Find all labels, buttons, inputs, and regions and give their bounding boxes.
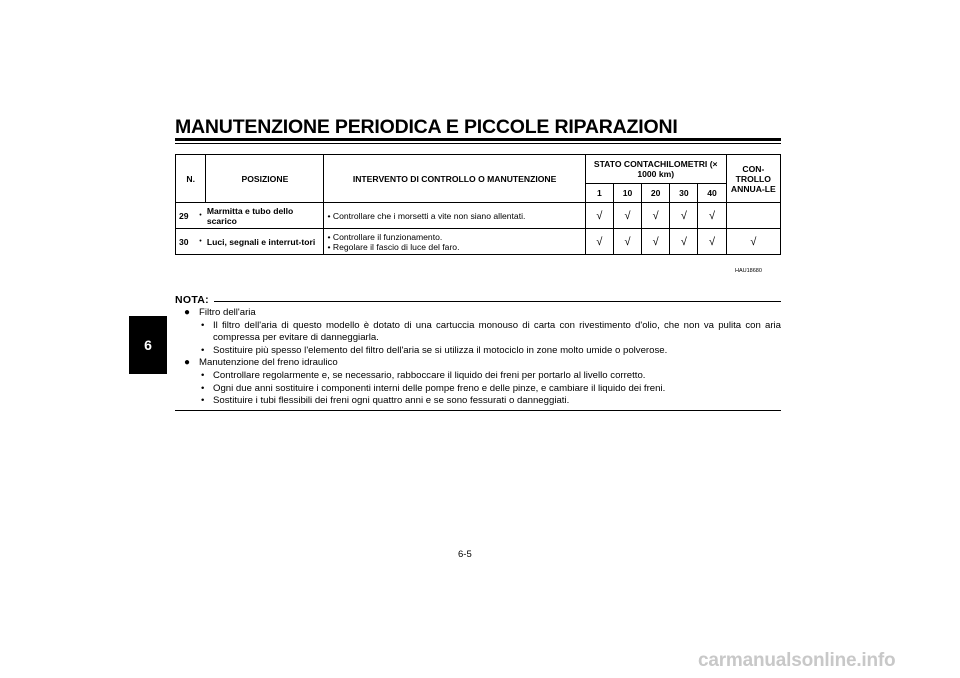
notes-list	[184, 307, 781, 408]
bullet-dot-icon: •	[201, 382, 205, 394]
header-intervention: INTERVENTO DI CONTROLLO O MANUTENZIONE	[324, 155, 585, 203]
row-actions	[324, 203, 585, 229]
header-annual: CON-TROLLO ANNUA-LE	[726, 155, 780, 203]
check-cell	[726, 203, 780, 229]
check-cell: √	[585, 203, 613, 229]
action-line: • Controllare il funzionamento.	[327, 231, 443, 242]
row-actions	[324, 229, 585, 255]
header-km: 30	[670, 184, 698, 203]
bullet-dot-icon: •	[201, 369, 205, 381]
chapter-tab: 6	[129, 316, 167, 374]
watermark: carmanualsonline.info	[698, 650, 896, 671]
title-rule	[175, 138, 781, 141]
page-number: 6-5	[458, 549, 472, 560]
note-subitem-text: Ogni due anni sostituire i componenti interni delle pompe freno e delle pinze, e cambiare il liquido dei freni.	[213, 382, 666, 394]
note-item	[184, 357, 781, 370]
notes-bottom-rule	[175, 410, 781, 411]
note-subitem-text: Sostituire più spesso l'elemento del filtro dell'aria se si utilizza il motociclo in zone molto umide o polverose.	[213, 344, 668, 356]
check-cell: √	[642, 203, 670, 229]
table-row	[176, 229, 781, 255]
header-odometer: STATO CONTACHILOMETRI (× 1000 km)	[585, 155, 726, 184]
note-subitem-text: Il filtro dell'aria di questo modello è dotato di una cartuccia monouso di carta con rivestimento d'olio, che non va pulita con aria compressa per evitare di danneggiarla.	[213, 319, 781, 344]
note-item	[184, 307, 781, 320]
note-subitem-text: Controllare regolarmente e, se necessario, rabboccare il liquido dei freni per portarlo al livello corretto.	[213, 369, 646, 381]
note-title: Manutenzione del freno idraulico	[199, 357, 338, 369]
header-position: POSIZIONE	[206, 155, 324, 203]
page-title: MANUTENZIONE PERIODICA E PICCOLE RIPARAZIONI	[175, 116, 678, 138]
bullet-dot-icon: •	[201, 395, 205, 407]
check-cell: √	[670, 203, 698, 229]
action-line: • Controllare che i morsetti a vite non siano allentati.	[327, 210, 526, 221]
header-km: 40	[698, 184, 726, 203]
row-number: 29	[176, 203, 196, 229]
row-position: Marmitta e tubo dello scarico	[206, 203, 324, 229]
note-subitem-text: Sostituire i tubi flessibili dei freni ogni quattro anni e se sono fessurati o danneggiati.	[213, 395, 570, 407]
check-cell: √	[726, 229, 780, 255]
note-subitem	[184, 320, 781, 345]
header-km: 20	[642, 184, 670, 203]
row-position: Luci, segnali e interrut-tori	[206, 229, 324, 255]
header-km: 10	[613, 184, 641, 203]
document-code: HAU18680	[735, 268, 762, 274]
maintenance-table	[175, 154, 781, 255]
note-subitem	[184, 383, 781, 396]
title-rule-thin	[175, 143, 781, 144]
note-subitem	[184, 395, 781, 408]
bullet-disc-icon: ●	[184, 307, 191, 318]
check-cell: √	[613, 229, 641, 255]
header-km: 1	[585, 184, 613, 203]
note-subitem	[184, 370, 781, 383]
check-cell: √	[698, 203, 726, 229]
nota-label: NOTA:	[175, 294, 209, 306]
row-marker: •	[195, 229, 206, 255]
note-title: Filtro dell'aria	[199, 307, 256, 318]
bullet-dot-icon: •	[201, 319, 205, 331]
check-cell: √	[642, 229, 670, 255]
bullet-disc-icon: ●	[184, 357, 191, 369]
check-cell: √	[698, 229, 726, 255]
action-line: • Regolare il fascio di luce del faro.	[327, 241, 460, 252]
check-cell: √	[613, 203, 641, 229]
bullet-dot-icon: •	[201, 344, 205, 356]
table-row	[176, 203, 781, 229]
check-cell: √	[670, 229, 698, 255]
check-cell: √	[585, 229, 613, 255]
row-number: 30	[176, 229, 196, 255]
header-n: N.	[176, 155, 206, 203]
note-subitem	[184, 345, 781, 358]
row-marker: •	[195, 203, 206, 229]
nota-rule	[214, 301, 781, 302]
